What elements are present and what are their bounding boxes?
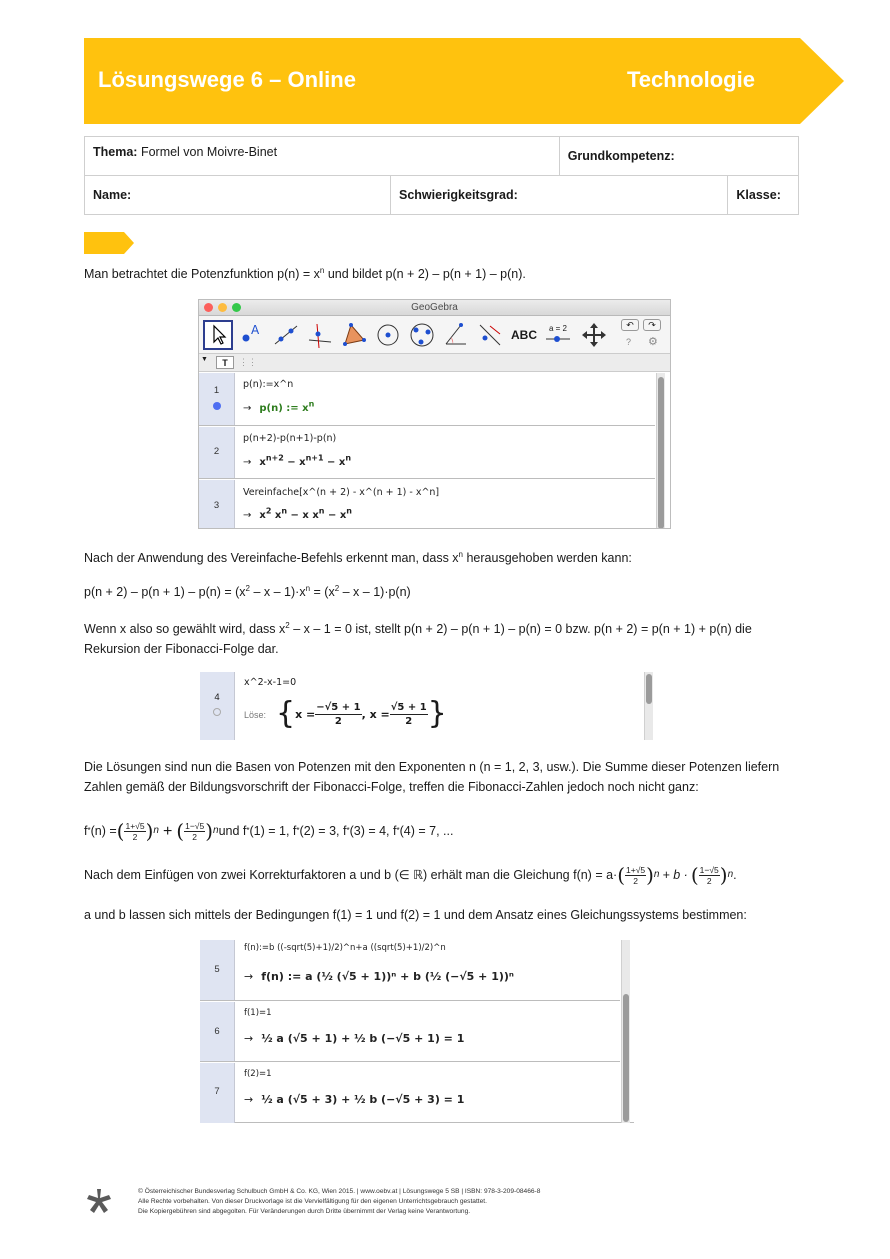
angle-tool-button[interactable] (441, 320, 471, 350)
zoom-window-button[interactable] (232, 303, 241, 312)
vertical-scrollbar[interactable] (621, 940, 630, 1123)
move-tool-button[interactable] (203, 320, 233, 350)
cas-output: → $x^2$ $x^n - x$ $x^n - x^n$ (243, 506, 352, 521)
geogebra-cas-solve (200, 672, 658, 740)
publisher-logo (84, 1187, 114, 1217)
scrollbar-thumb[interactable] (646, 674, 652, 704)
equation-line: $p(n + 2) - p(n + 1) - p(n) = (x^2 - x - 1)\cdot x^n = (x^2 - x - 1)\cdot p(n)$ (84, 583, 411, 599)
collapse-triangle-icon[interactable]: ▼ (201, 356, 208, 363)
row-number: 4 (200, 672, 235, 740)
circle-through-points-icon (407, 320, 437, 350)
window-title: GeoGebra (411, 302, 458, 313)
visibility-dot-icon[interactable] (213, 402, 221, 410)
cas-input[interactable]: p(n+2)-p(n+1)-p(n) (243, 433, 337, 444)
footer-line: Die Kopiergebühren sind abgegolten. Für Veränderungen durch Dritte übernimmt der Verlag keine Verantwortung. (138, 1208, 471, 1215)
point-tool-button[interactable] (237, 320, 267, 350)
header-banner (84, 38, 844, 124)
help-icon[interactable]: ? (626, 337, 632, 347)
table-style-icon[interactable]: ⋮⋮ (239, 357, 257, 367)
cas-row-1[interactable] (199, 373, 655, 426)
category-label: Technologie (627, 67, 755, 92)
cas-input[interactable]: f(1)=1 (244, 1008, 272, 1018)
line-icon (271, 320, 301, 350)
cursor-arrow-icon (205, 322, 231, 348)
text-tool-button[interactable] (509, 320, 539, 350)
slider-icon (543, 333, 573, 345)
angle-icon (441, 320, 471, 350)
row-number: 3 (199, 480, 235, 529)
footer-line: © Österreichischer Bundesverlag Schulbuch GmbH & Co. KG, Wien 2015. | www.oebv.at | Lösungswege 5 SB | ISBN: 978-3-209-08466-8 (138, 1188, 541, 1195)
schwierigkeit-cell (391, 176, 728, 215)
equation-fn: Nach dem Einfügen von zwei Korrekturfaktoren a und b (∈ ℝ) erhält man die Gleichung f(n) = a· ( $\frac{1+√5}{2}$ ) n + b · ( $\frac{1-√5}{2}$ ) n . (84, 862, 737, 887)
cas-output: → ½ a (√5 + 1) + ½ b (−√5 + 1) = 1 (244, 1032, 465, 1045)
klasse-cell (728, 176, 799, 215)
line-tool-button[interactable] (271, 320, 301, 350)
text-icon: ABC (511, 328, 537, 342)
gear-icon[interactable]: ⚙ (648, 336, 658, 348)
point-icon (237, 320, 267, 350)
perpendicular-tool-button[interactable] (305, 320, 335, 350)
text-style-button[interactable]: T (216, 356, 234, 369)
scrollbar-thumb[interactable] (623, 994, 629, 1122)
cas-input[interactable]: p(n):=x^n (243, 379, 294, 390)
redo-button[interactable] (643, 319, 661, 331)
row-number: 6 (200, 1002, 235, 1061)
cas-output: → ½ a (√5 + 3) + ½ b (−√5 + 3) = 1 (244, 1093, 465, 1106)
move-view-tool-button[interactable] (579, 320, 609, 350)
solve-output: { x = $\frac{-√5 + 1}{2}$ , x = $\frac{√5 + 1}{2}$ } (276, 696, 447, 731)
slider-icon-label: a = 2 (548, 324, 567, 333)
geogebra-cas-system (200, 940, 634, 1123)
thema-value: Formel von Moivre-Binet (140, 145, 278, 159)
paragraph-factor: Nach der Anwendung des Vereinfache-Befehls erkennt man, dass $x^n$ herausgehoben werden kann: (84, 549, 632, 565)
cas-row-5[interactable] (200, 940, 620, 1001)
thema-label: Thema: (93, 145, 138, 159)
circle-three-points-tool-button[interactable] (407, 320, 437, 350)
grundkompetenz-cell (559, 137, 798, 176)
slider-tool-button[interactable] (543, 320, 573, 350)
section-arrow-marker (84, 232, 136, 254)
cas-input[interactable]: Vereinfache[x^(n + 2) - x^(n + 1) - x^n] (243, 487, 440, 498)
row-number: 7 (200, 1063, 235, 1123)
footer-copyright (138, 1187, 540, 1217)
undo-button[interactable] (621, 319, 639, 331)
circle-tool-button[interactable] (373, 320, 403, 350)
klasse-label: Klasse: (736, 188, 781, 202)
solve-label: Löse: (244, 710, 267, 720)
redo-icon: ↷ (648, 320, 656, 330)
svg-text:A: A (251, 323, 260, 337)
thema-cell (85, 137, 560, 176)
info-table (84, 136, 799, 215)
geogebra-window (198, 299, 671, 529)
cas-input[interactable]: f(n):=b ((-sqrt(5)+1)/2)^n+a ((sqrt(5)+1)/2)^n (244, 943, 446, 953)
cas-row-2[interactable] (199, 427, 655, 479)
polygon-icon (339, 320, 369, 350)
paragraph-intro: Man betrachtet die Potenzfunktion $p(n) = x^n$ und bildet p(n + 2) – p(n + 1) – p(n). (84, 265, 526, 281)
paragraph-fibonacci: Wenn x also so gewählt wird, dass $x^2 - x - 1 = 0$ ist, stellt p(n + 2) – p(n + 1) – p(n) = 0 bzw. p(n + 2) = p(n + 1) + p(n) die Rekursion der Fibonacci-Folge dar. (84, 620, 752, 656)
name-cell (85, 176, 391, 215)
cas-output: → f(n) := a (½ (√5 + 1))ⁿ + b (½ (−√5 + 1))ⁿ (244, 970, 514, 983)
name-label: Name: (93, 188, 132, 202)
grundkompetenz-label: Grundkompetenz: (567, 149, 675, 163)
move-graphics-view-icon (579, 320, 609, 350)
polygon-tool-button[interactable] (339, 320, 369, 350)
paragraph-solutions: Die Lösungen sind nun die Basen von Potenzen mit den Exponenten n (n = 1, 2, 3, usw.). Die Summe dieser Potenzen liefern Zahlen gemäß der Bildungsvorschrift der Fibonacci-Folge, treffen die Fibonacci-Zahlen jedoch noch nicht ganz: (84, 760, 780, 794)
row-number: 5 (200, 940, 235, 1000)
scrollbar-thumb[interactable] (658, 377, 664, 529)
paragraph-conditions: a und b lassen sich mittels der Bedingungen f(1) = 1 und f(2) = 1 und dem Ansatz eines Gleichungssystems bestimmen: (84, 908, 747, 922)
footer-line: Alle Rechte vorbehalten. Von dieser Druckvorlage ist die Vervielfältigung für den eigenen Unterrichtsgebrauch gestattet. (138, 1198, 487, 1205)
undo-icon: ↶ (626, 320, 634, 330)
toolbar (199, 316, 670, 354)
reflect-line-icon (475, 320, 505, 350)
close-window-button[interactable] (204, 303, 213, 312)
equation-fstar: f * (n) = ( $\frac{1+√5}{2}$ ) n + ( $\frac{1-√5}{2}$ ) n und f * (1) = 1, f * (2) = 3, f * (3) = 4, f * (4) = 7, ... (84, 818, 454, 843)
row-number: 2 (199, 427, 235, 478)
schwierigkeit-label: Schwierigkeitsgrad: (399, 188, 518, 202)
perpendicular-line-icon (305, 320, 335, 350)
cas-output: → p(n) := $x^n$ (243, 399, 315, 414)
cas-row-3[interactable] (199, 480, 655, 529)
cas-row-7[interactable] (200, 1063, 620, 1123)
visibility-circle-icon[interactable] (213, 708, 221, 716)
vertical-scrollbar[interactable] (644, 672, 653, 740)
cas-input[interactable]: f(2)=1 (244, 1069, 272, 1079)
cas-output: → $x^{n+2} - x^{n+1} - x^n$ (243, 453, 352, 468)
reflect-tool-button[interactable] (475, 320, 505, 350)
cas-style-bar (199, 354, 670, 372)
minimize-window-button[interactable] (218, 303, 227, 312)
row-number: 1 (199, 373, 235, 425)
circle-icon (373, 320, 403, 350)
vertical-scrollbar[interactable] (656, 373, 665, 529)
page-title: Lösungswege 6 – Online (98, 67, 356, 92)
cas-row-6[interactable] (200, 1002, 620, 1062)
window-titlebar (199, 300, 670, 316)
cas-input[interactable]: x^2-x-1=0 (244, 677, 297, 688)
